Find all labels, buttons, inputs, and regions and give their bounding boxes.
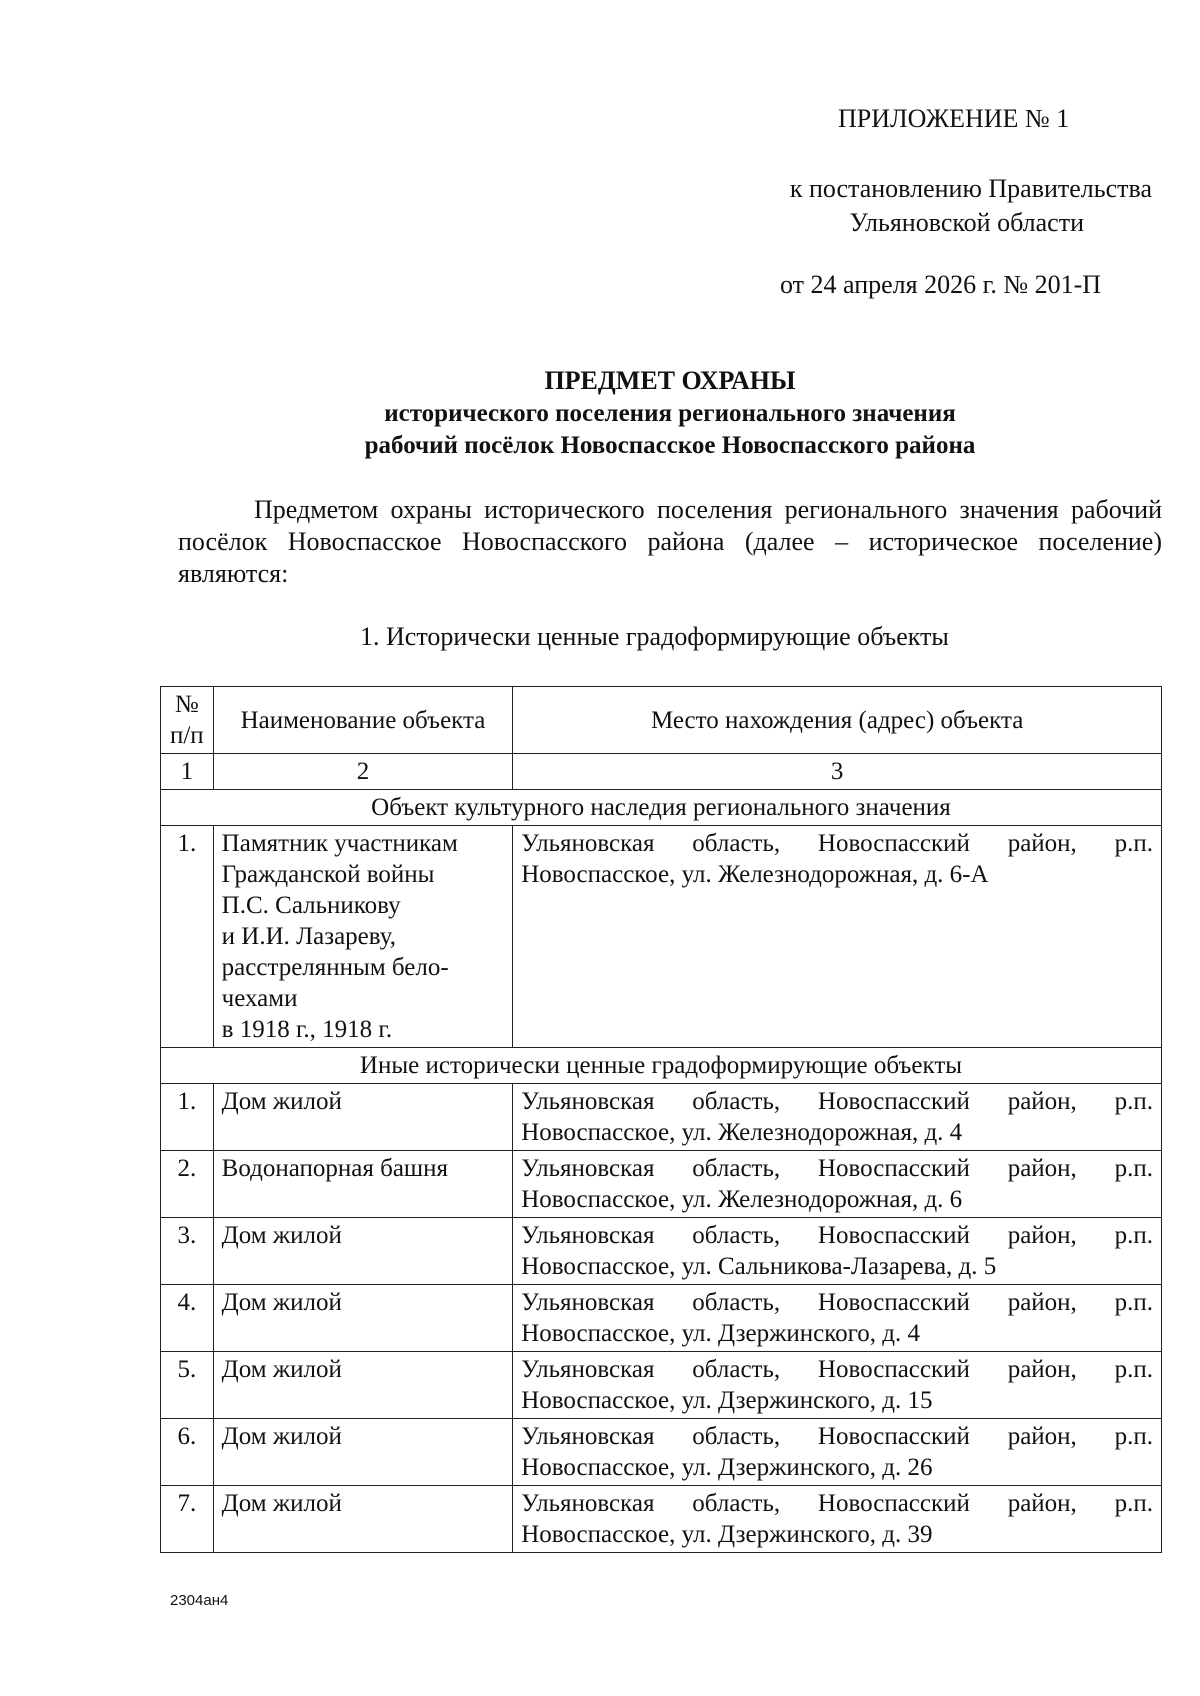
title-line2: исторического поселения регионального значения <box>384 400 956 427</box>
group-title-row <box>161 1048 1162 1084</box>
row-address: Ульяновская область, Новоспасский район, р.п. Новоспасское, ул. Дзержинского, д. 4 <box>513 1285 1162 1352</box>
document-title <box>0 364 1200 462</box>
column-number: 3 <box>513 754 1162 790</box>
table-header-row <box>161 687 1162 754</box>
row-address: Ульяновская область, Новоспасский район, р.п. Новоспасское, ул. Железнодорожная, д. 6-А <box>513 826 1162 1048</box>
row-address: Ульяновская область, Новоспасский район, р.п. Новоспасское, ул. Сальникова-Лазарева, д. 5 <box>513 1218 1162 1285</box>
row-number: 7. <box>161 1486 214 1553</box>
table-row <box>161 1084 1162 1151</box>
intro-paragraph: Предметом охраны исторического поселения регионального значения рабочий посёлок Новоспасское Новоспасского района (далее – историческое поселение) являются: <box>178 495 1162 588</box>
row-number: 3. <box>161 1218 214 1285</box>
object-name-line: чехами <box>221 985 298 1012</box>
decree-reference <box>790 172 1152 240</box>
document-code: 2304ан4 <box>170 1592 229 1609</box>
objects-table <box>160 686 1162 1553</box>
table-row <box>161 1352 1162 1419</box>
row-address: Ульяновская область, Новоспасский район, р.п. Новоспасское, ул. Железнодорожная, д. 4 <box>513 1084 1162 1151</box>
header-number: № п/п <box>161 687 214 754</box>
section-heading: 1. Исторически ценные градоформирующие объекты <box>360 622 949 651</box>
row-number: 2. <box>161 1151 214 1218</box>
group-title-row <box>161 790 1162 826</box>
column-number: 2 <box>213 754 513 790</box>
row-object-name: Дом жилой <box>213 1486 513 1553</box>
row-number: 6. <box>161 1419 214 1486</box>
decree-date: от 24 апреля 2026 г. № 201-П <box>780 270 1102 299</box>
row-object-name: Водонапорная башня <box>213 1151 513 1218</box>
appendix-number: ПРИЛОЖЕНИЕ № 1 <box>838 104 1070 133</box>
object-name-line: расстрелянным бело- <box>221 954 449 981</box>
row-object-name <box>213 826 513 1048</box>
row-object-name: Дом жилой <box>213 1419 513 1486</box>
row-number: 4. <box>161 1285 214 1352</box>
row-object-name: Дом жилой <box>213 1218 513 1285</box>
decree-reference-line2: Ульяновской области <box>849 208 1084 237</box>
row-object-name: Дом жилой <box>213 1285 513 1352</box>
object-name-line: Памятник участникам <box>221 830 458 857</box>
decree-reference-line1: к постановлению Правительства <box>789 174 1152 203</box>
row-object-name: Дом жилой <box>213 1084 513 1151</box>
object-name-line: П.С. Сальникову <box>221 892 401 919</box>
object-name-line: и И.И. Лазареву, <box>221 923 396 950</box>
row-address: Ульяновская область, Новоспасский район, р.п. Новоспасское, ул. Дзержинского, д. 39 <box>513 1486 1162 1553</box>
table-row <box>161 1151 1162 1218</box>
group-title-other: Иные исторически ценные градоформирующие объекты <box>161 1048 1162 1084</box>
row-number: 1. <box>161 1084 214 1151</box>
column-number-row <box>161 754 1162 790</box>
title-line3: рабочий посёлок Новоспасское Новоспасского района <box>364 432 976 459</box>
row-number: 5. <box>161 1352 214 1419</box>
table-row <box>161 1285 1162 1352</box>
row-object-name: Дом жилой <box>213 1352 513 1419</box>
table-row <box>161 1419 1162 1486</box>
column-number: 1 <box>161 754 214 790</box>
group-title-cultural: Объект культурного наследия регионального значения <box>161 790 1162 826</box>
table-row <box>161 1218 1162 1285</box>
row-address: Ульяновская область, Новоспасский район, р.п. Новоспасское, ул. Дзержинского, д. 26 <box>513 1419 1162 1486</box>
table-row <box>161 1486 1162 1553</box>
row-address: Ульяновская область, Новоспасский район, р.п. Новоспасское, ул. Железнодорожная, д. 6 <box>513 1151 1162 1218</box>
table-row <box>161 826 1162 1048</box>
object-name-line: в 1918 г., 1918 г. <box>221 1016 393 1043</box>
row-number: 1. <box>161 826 214 1048</box>
header-address: Место нахождения (адрес) объекта <box>513 687 1162 754</box>
row-address: Ульяновская область, Новоспасский район, р.п. Новоспасское, ул. Дзержинского, д. 15 <box>513 1352 1162 1419</box>
header-name: Наименование объекта <box>213 687 513 754</box>
object-name-line: Гражданской войны <box>221 861 435 888</box>
title-line1: ПРЕДМЕТ ОХРАНЫ <box>544 366 796 395</box>
